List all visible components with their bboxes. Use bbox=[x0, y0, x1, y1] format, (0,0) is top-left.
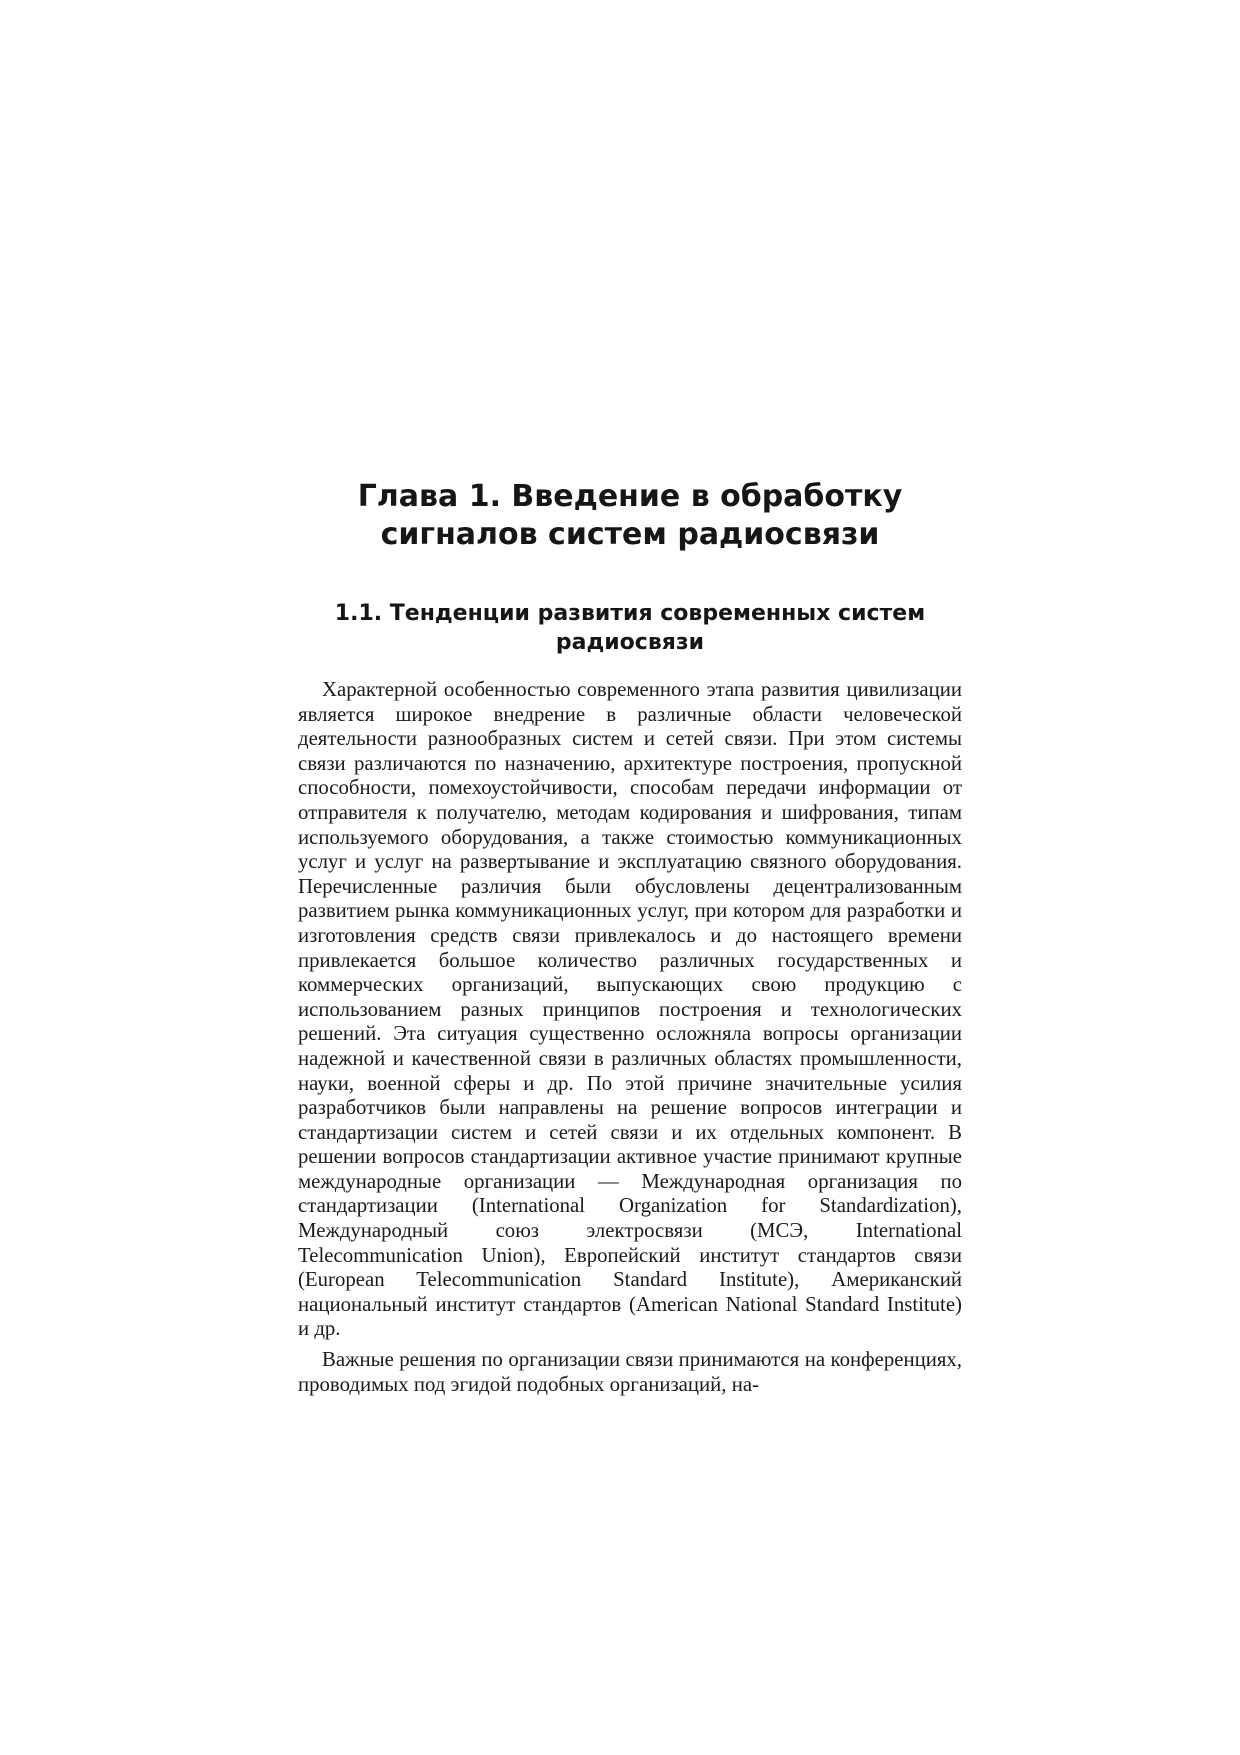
body-text bbox=[298, 678, 962, 1403]
chapter-title-line-1: Глава 1. Введение в обработку bbox=[357, 479, 903, 514]
section-title-line-2: радиосвязи bbox=[555, 630, 705, 655]
section-title bbox=[300, 599, 960, 657]
chapter-title-line-2: сигналов систем радиосвязи bbox=[380, 517, 880, 552]
section-title-line-1: 1.1. Тенденции развития современных систем bbox=[334, 601, 926, 626]
chapter-title bbox=[300, 478, 960, 554]
paragraph: Важные решения по организации связи принимаются на конференциях, проводимых под эгидой подобных организаций, на- bbox=[298, 1348, 962, 1396]
paragraph: Характерной особенностью современного этапа развития цивилизации является широкое внедрение в различные области человеческой деятельности разнообразных систем и сетей связи. При этом системы связи различаются по назначению, архитектуре построения, пропускной способности, помехоустойчивости, способам передачи информации от отправителя к получателю, методам кодирования и шифрования, типам используемого оборудования, а также стоимостью коммуникационных услуг и услуг на развертывание и эксплуатацию связного оборудования. Перечисленные различия были обусловлены децентрализованным развитием рынка коммуникационных услуг, при котором для разработки и изготовления средств связи привлекалось и до настоящего времени привлекается большое количество различных государственных и коммерческих организаций, выпускающих свою продукцию с использованием разных принципов построения и технологических решений. Эта ситуация существенно осложняла вопросы организации надежной и качественной связи в различных областях промышленности, науки, военной сферы и др. По этой причине значительные усилия разработчиков были направлены на решение вопросов интеграции и стандартизации систем и сетей связи и их отдельных компонент. В решении вопросов стандартизации активное участие принимают крупные международные организации — Международная организация по стандартизации (International Organization for Standardization), Международный союз электросвязи (МСЭ, International Telecommunication Union), Европейский институт стандартов связи (European Telecommunication Standard Institute), Американский национальный институт стандартов (American National Standard Institute) и др. bbox=[298, 678, 962, 1341]
